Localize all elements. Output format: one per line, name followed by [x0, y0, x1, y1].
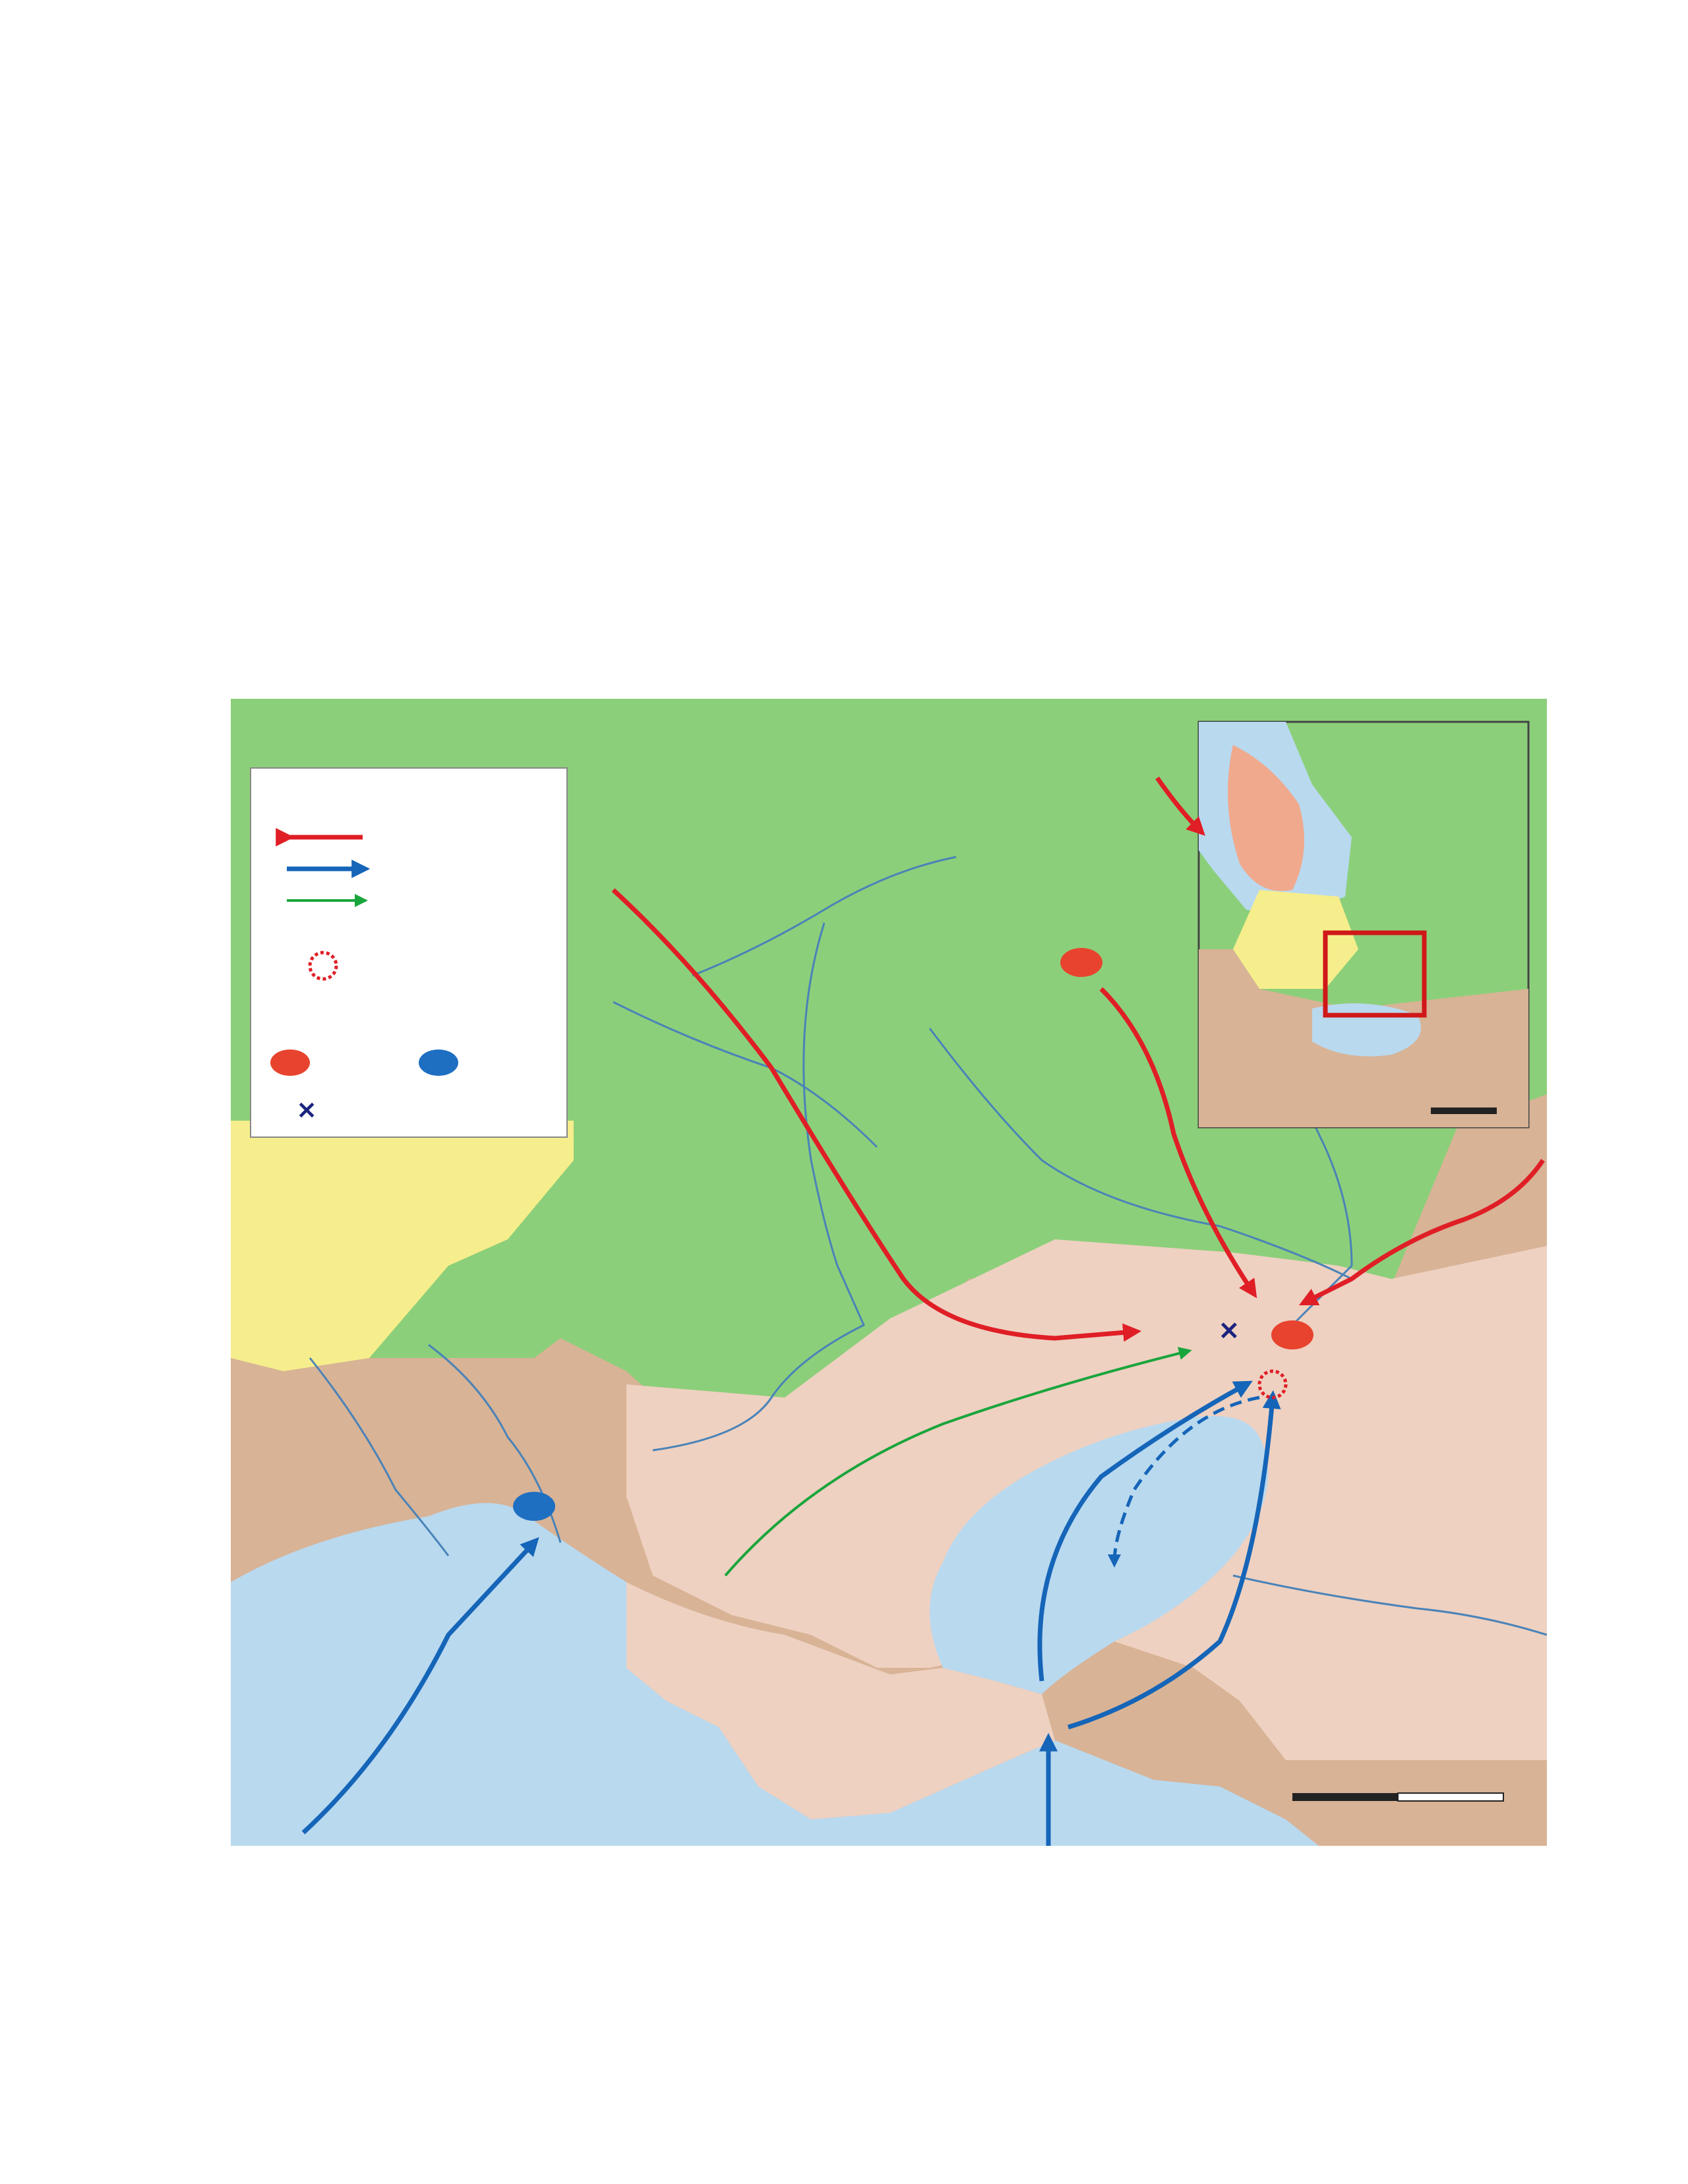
map-russo-turkish-war-1696: [231, 699, 1547, 1846]
svg-text:✕: ✕: [1219, 1316, 1240, 1345]
svg-text:✕: ✕: [297, 1097, 317, 1125]
inset-map: [1199, 722, 1528, 1127]
legend: [251, 768, 567, 1137]
